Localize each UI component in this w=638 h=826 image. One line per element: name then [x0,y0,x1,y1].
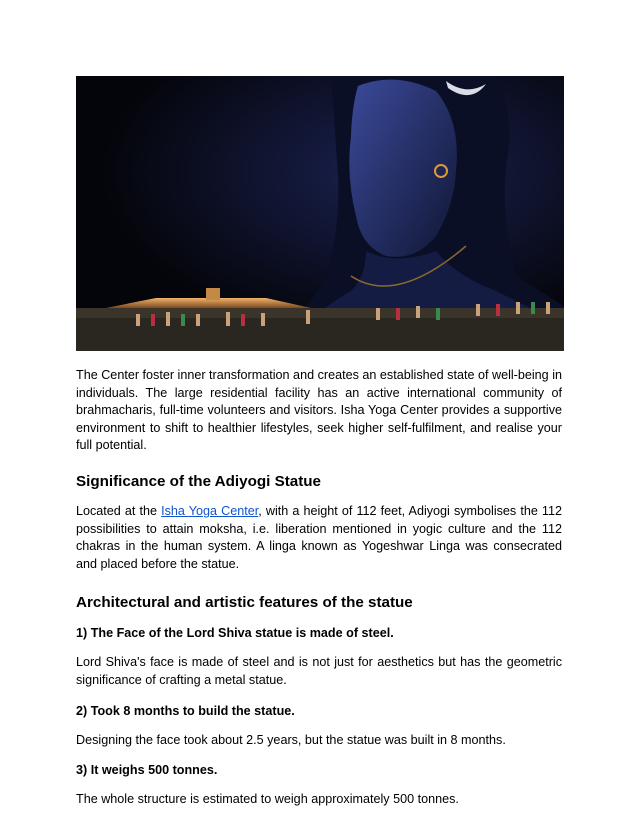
statue-night-illustration [76,76,564,351]
significance-heading: Significance of the Adiyogi Statue [76,472,321,490]
significance-text-start: Located at the [76,503,162,518]
significance-text-end: , with a height of 112 feet, Adiyogi symbolises the 112 possibilities to attain moksha, i.e. liberation mentioned in yogic culture and the 112 chakras in the human system. A linga known as Yogeshwar Linga was consecrated and placed before the statue. [76,503,563,571]
feature-text-1: Lord Shiva's face is made of steel and is not just for aesthetics but has the geometric significance of crafting a metal statue. [76,655,562,687]
intro-paragraph: The Center foster inner transformation and creates an established state of well-being in individuals. The large residential facility has an active international community of brahmacharis, full-time volunteers and visitors. Isha Yoga Center provides a supportive environment to shift to healthier lifestyles, seek higher self-fulfilment, and realise your full potential. [76,368,562,453]
isha-yoga-center-link[interactable]: Isha Yoga Center [161,503,259,518]
feature-text-2: Designing the face took about 2.5 years, but the statue was built in 8 months. [76,732,506,747]
adiyogi-statue-photo [76,76,564,351]
feature-title-1: 1) The Face of the Lord Shiva statue is made of steel. [76,626,394,641]
features-heading: Architectural and artistic features of the statue [76,594,413,612]
feature-title-2: 2) Took 8 months to build the statue. [76,703,295,718]
significance-paragraph [76,503,562,573]
feature-text-3: The whole structure is estimated to weigh approximately 500 tonnes. [76,792,459,807]
document-page [76,76,562,809]
feature-title-3: 3) It weighs 500 tonnes. [76,763,218,778]
